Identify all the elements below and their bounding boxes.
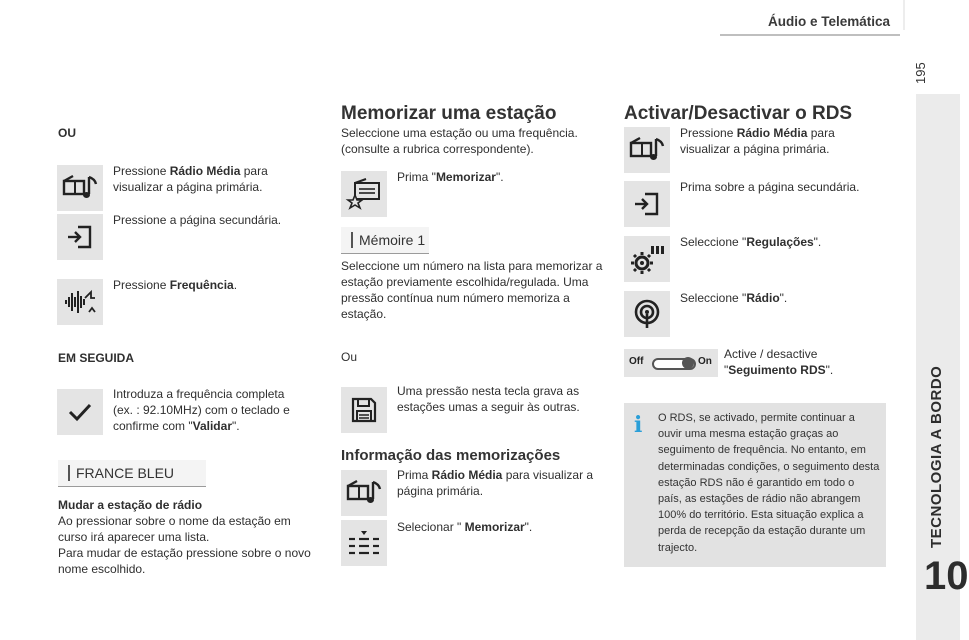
radio-signal-icon — [624, 291, 670, 337]
radio-media-icon — [341, 470, 387, 516]
step-memorize: Prima "Memorizar". — [397, 170, 504, 184]
or-label-2: Ou — [341, 350, 358, 364]
step-secondary-page: Pressione a página secundária. — [113, 213, 282, 227]
memorize-icon — [341, 171, 387, 217]
step-toggle-rds: Active / desactive "Seguimento RDS". — [724, 347, 834, 377]
header-divider — [903, 0, 905, 30]
memorize-body: Seleccione um número na lista para memorizar a estação previamente escolhida/regulada. Uma pressão contínua num número memoriza a estação. — [341, 259, 603, 321]
secondary-page-icon — [57, 214, 103, 260]
station-name: FRANCE BLEU — [76, 465, 175, 481]
settings-icon — [624, 236, 670, 282]
then-label: EM SEGUIDA — [58, 351, 135, 365]
radio-media-icon — [57, 165, 103, 211]
step-select-memorize: Selecionar " Memorizar". — [397, 520, 533, 534]
save-icon — [341, 387, 387, 433]
station-label-box — [58, 460, 206, 487]
step-rds-radio-media: Pressione Rádio Média para visualizar a página primária. — [680, 126, 835, 156]
header-rule — [720, 34, 900, 36]
chapter-title: TECNOLOGIA A BORDO — [928, 365, 945, 548]
station-label-marker — [68, 465, 70, 481]
memorize-section-title: Memorizar uma estação — [341, 103, 557, 124]
toggle-knob — [682, 357, 694, 369]
change-station-body: Ao pressionar sobre o nome da estação em curso irá aparecer uma lista. Para mudar de estação pressione sobre o novo nome escolhido. — [58, 514, 311, 576]
checkmark-icon — [57, 389, 103, 435]
step-select-settings: Seleccione "Regulações". — [680, 235, 822, 249]
memorize-intro: Seleccione uma estação ou uma frequência. (consulte a rubrica correspondente). — [341, 126, 578, 156]
step-enter-frequency: Introduza a frequência completa (ex. : 92.10MHz) com o teclado e confirme com "Validar". — [113, 387, 290, 433]
toggle-off-label: Off — [629, 356, 644, 367]
radio-media-icon — [624, 127, 670, 173]
chapter-number: 10 — [924, 554, 969, 598]
step-radio-media: Pressione Rádio Média para visualizar a página primária. — [113, 164, 268, 194]
rds-toggle — [624, 349, 718, 377]
memory-slot-box — [341, 227, 429, 254]
memory-list-icon — [341, 520, 387, 566]
change-station-title: Mudar a estação de rádio — [58, 498, 203, 512]
step-radio-media-2: Prima Rádio Média para visualizar a página primária. — [397, 468, 594, 498]
info-icon: i — [634, 412, 643, 438]
step-select-radio: Seleccione "Rádio". — [680, 291, 788, 305]
memory-slot-label: Mémoire 1 — [359, 232, 426, 248]
step-rds-secondary-page: Prima sobre a página secundária. — [680, 180, 860, 194]
rds-section-title: Activar/Desactivar o RDS — [624, 103, 853, 124]
page-number: 195 — [913, 62, 928, 84]
change-station-section — [58, 497, 320, 577]
step-save-all: Uma pressão nesta tecla grava as estações umas a seguir às outras. — [397, 384, 580, 414]
step-frequency: Pressione Frequência. — [113, 278, 238, 292]
info-text: O RDS, se activado, permite continuar a ouvir uma mesma estação graças ao seguimento de frequência. No entanto, em determinadas condições, o seguimento desta estação RDS não é garantido em todo o país, as estações de rádio não abrangem 100% do território. Esta situação explica a perda de recepção da estação durante um trajecto. — [658, 412, 880, 554]
toggle-on-label: On — [698, 356, 712, 367]
memorize-info-title: Informação das memorizações — [341, 447, 561, 464]
page-header-title: Áudio e Telemática — [767, 14, 890, 29]
frequency-icon — [57, 279, 103, 325]
secondary-page-icon — [624, 181, 670, 227]
or-label: OU — [58, 126, 76, 140]
memory-slot-marker — [351, 232, 353, 248]
